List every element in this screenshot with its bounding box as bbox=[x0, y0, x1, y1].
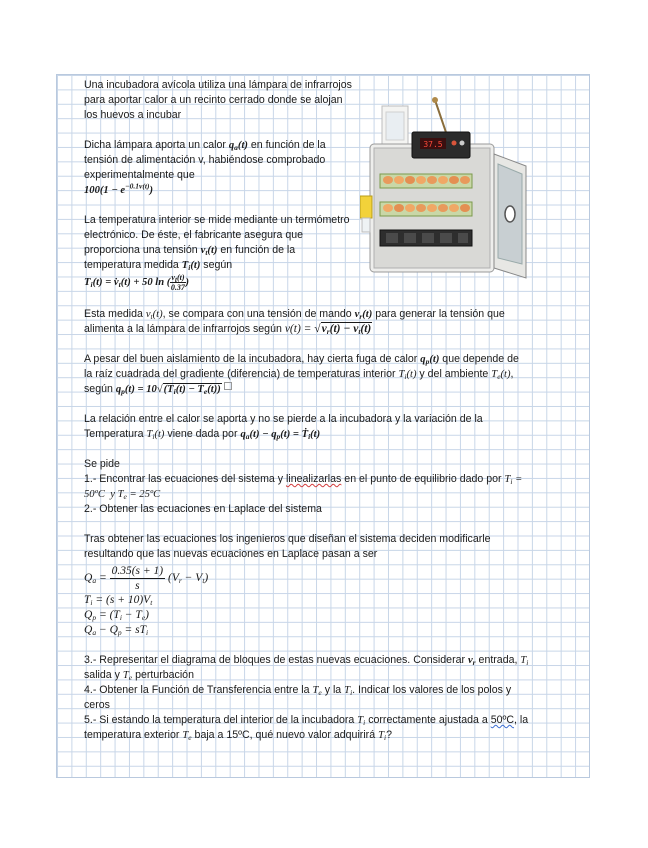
qa-formula: $100(1 - e^{-0.1v(t)})$ bbox=[84, 181, 153, 196]
task-1 bbox=[84, 472, 529, 502]
ti-formula: $T_i(t)$ = $v̇_t(t) + 50$ ln ( $\frac{v_t(t)}{0.37}$ ) bbox=[84, 273, 190, 292]
task-3-ti: $T_i$ bbox=[520, 655, 529, 667]
task-5-text-a: 5.- Si estando la temperatura del interior de la incubadora bbox=[84, 714, 355, 726]
equation-placeholder-icon bbox=[224, 382, 232, 390]
task-3-text-b: entrada, bbox=[478, 654, 518, 666]
laplace-equations bbox=[84, 564, 529, 638]
intro-paragraph: Una incubadora avícola utiliza una lámpara de infrarrojos para aportar calor a un recinto cerrado donde se alojan los huevos a incubar bbox=[84, 79, 352, 121]
task-5-text-c: , la temperatura exterior bbox=[84, 714, 529, 741]
leak-text-d: , según bbox=[84, 368, 514, 395]
ti-symbol-3: $T_i(t)$ bbox=[146, 429, 165, 441]
task-5-text-e: ? bbox=[386, 729, 392, 741]
laplace-eq-4: $Q_a - Q_p = sT_i$ bbox=[84, 624, 149, 637]
task-3-text-c: salida y bbox=[84, 669, 120, 681]
task-4-text-c: . Indicar los valores de los polos y ceros bbox=[84, 684, 512, 711]
comp-text-c: para generar la tensión que alimenta a la lámpara de infrarrojos según bbox=[84, 308, 505, 335]
display-value: 37.5 bbox=[423, 140, 443, 149]
thermometer-paragraph bbox=[84, 213, 354, 292]
task-3-text-d: perturbación bbox=[135, 669, 194, 681]
tasks-title: Se pide bbox=[84, 458, 120, 470]
task-2: 2.- Obtener las ecuaciones en Laplace del sistema bbox=[84, 503, 322, 515]
task-3-te: $T_e$ bbox=[122, 670, 133, 682]
te-symbol: $T_e(t)$ bbox=[491, 369, 511, 381]
task-4-text-a: 4.- Obtener la Función de Transferencia entre la bbox=[84, 684, 310, 696]
task-3-vr: $v_r$ bbox=[467, 655, 476, 667]
relation-formula: $q_a(t) - q_p(t)$ = Ṫ$_i$(t) bbox=[240, 429, 321, 441]
task-5-text-d: baja a 15ºC, qué nuevo valor adquirirá bbox=[194, 729, 376, 741]
task-1-text-b: en el punto de equilibrio dado por bbox=[344, 473, 502, 485]
comparison-paragraph bbox=[84, 307, 529, 337]
task-4-te: $T_e$ bbox=[312, 685, 322, 697]
laplace-eq-3: $Q_p = (T_i - T_e)$ bbox=[84, 609, 149, 622]
task-4-ti: $T_i$ bbox=[344, 685, 353, 697]
task-5-text-b: correctamente ajustada a bbox=[368, 714, 488, 726]
heat-text-b: en función de la tensión de alimentación v, habiéndose comprobado experimentalmente que bbox=[84, 139, 326, 181]
leak-text-a: A pesar del buen aislamiento de la incubadora, hay cierta fuga de calor bbox=[84, 353, 418, 365]
task-5-ti-2: $T_i$ bbox=[378, 730, 387, 742]
vr-symbol: $v_r(t)$ bbox=[354, 309, 373, 321]
laplace-eq-1: $Q_a$ = $\frac{0.35(s + 1)}{s}$ $(V_r - V_t)$ bbox=[84, 565, 209, 592]
vt-symbol-2: $v_t(t)$ bbox=[145, 309, 163, 321]
ti-symbol-2: $T_i(t)$ bbox=[398, 369, 417, 381]
thermo-text-b: en función de la temperatura medida bbox=[84, 244, 296, 271]
laplace-eq-1-den: s bbox=[135, 580, 140, 592]
laplace-eq-2: $T_i = (s + 10)V_t$ bbox=[84, 594, 153, 607]
leak-paragraph bbox=[84, 352, 529, 397]
laplace-intro: Tras obtener las ecuaciones los ingenieros que diseñan el sistema deciden modificarle resultando que las nuevas ecuaciones en Laplace pasan a ser bbox=[84, 533, 491, 560]
vt-symbol: $v_t(t)$ bbox=[200, 245, 218, 257]
qp-formula: $q_p(t) = 10√(T_i(t) - T_e(t))$ bbox=[115, 384, 221, 396]
heat-text-a: Dicha lámpara aporta un calor bbox=[84, 139, 226, 151]
task-1-text-a: 1.- Encontrar las ecuaciones del sistema y bbox=[84, 473, 284, 485]
relation-text-a: La relación entre el calor se aporta y no se pierde a la incubadora y la variación de la Temperatura bbox=[84, 413, 483, 440]
v-formula: $v(t) = √v_r(t) - v_t(t)$ bbox=[284, 323, 372, 336]
task-4-text-b: y la bbox=[324, 684, 342, 696]
ti-symbol: $T_i(t)$ bbox=[181, 260, 201, 272]
relation-text-b: viene dada por bbox=[167, 428, 238, 440]
leak-text-c: y del ambiente bbox=[419, 368, 489, 380]
task-5-ti: $T_i$ bbox=[357, 715, 366, 727]
task-3 bbox=[84, 653, 529, 683]
task-4 bbox=[84, 683, 529, 713]
task-1-condition: $T_i$ = 50ºC y $T_e$ = 25ºC bbox=[84, 474, 523, 501]
task-5-te: $T_e$ bbox=[182, 730, 192, 742]
laplace-eq-1-num: 0.35(s + 1) bbox=[111, 565, 164, 577]
task-5-temp: 50ºC bbox=[490, 714, 515, 726]
task-1-word: linealizarlas bbox=[285, 473, 342, 485]
heat-paragraph bbox=[84, 138, 354, 198]
comp-text-a: Esta medida bbox=[84, 308, 143, 320]
task-5 bbox=[84, 713, 529, 743]
leak-text-b: que depende de la raíz cuadrada del gradiente (diferencia) de temperaturas interior bbox=[84, 353, 519, 380]
comp-text-b: , se compara con una tensión de mando bbox=[162, 308, 352, 320]
document-body bbox=[84, 78, 529, 743]
qp-symbol: $q_p(t)$ bbox=[420, 354, 440, 366]
task-3-text-a: 3.- Representar el diagrama de bloques de estas nuevas ecuaciones. Considerar bbox=[84, 654, 466, 666]
thermo-text-c: según bbox=[203, 259, 233, 271]
qa-symbol: $q_a(t)$ bbox=[228, 140, 248, 152]
relation-paragraph bbox=[84, 412, 529, 442]
thermo-text-a: La temperatura interior se mide mediante un termómetro electrónico. De éste, el fabricante asegura que proporciona una tensión bbox=[84, 214, 350, 256]
